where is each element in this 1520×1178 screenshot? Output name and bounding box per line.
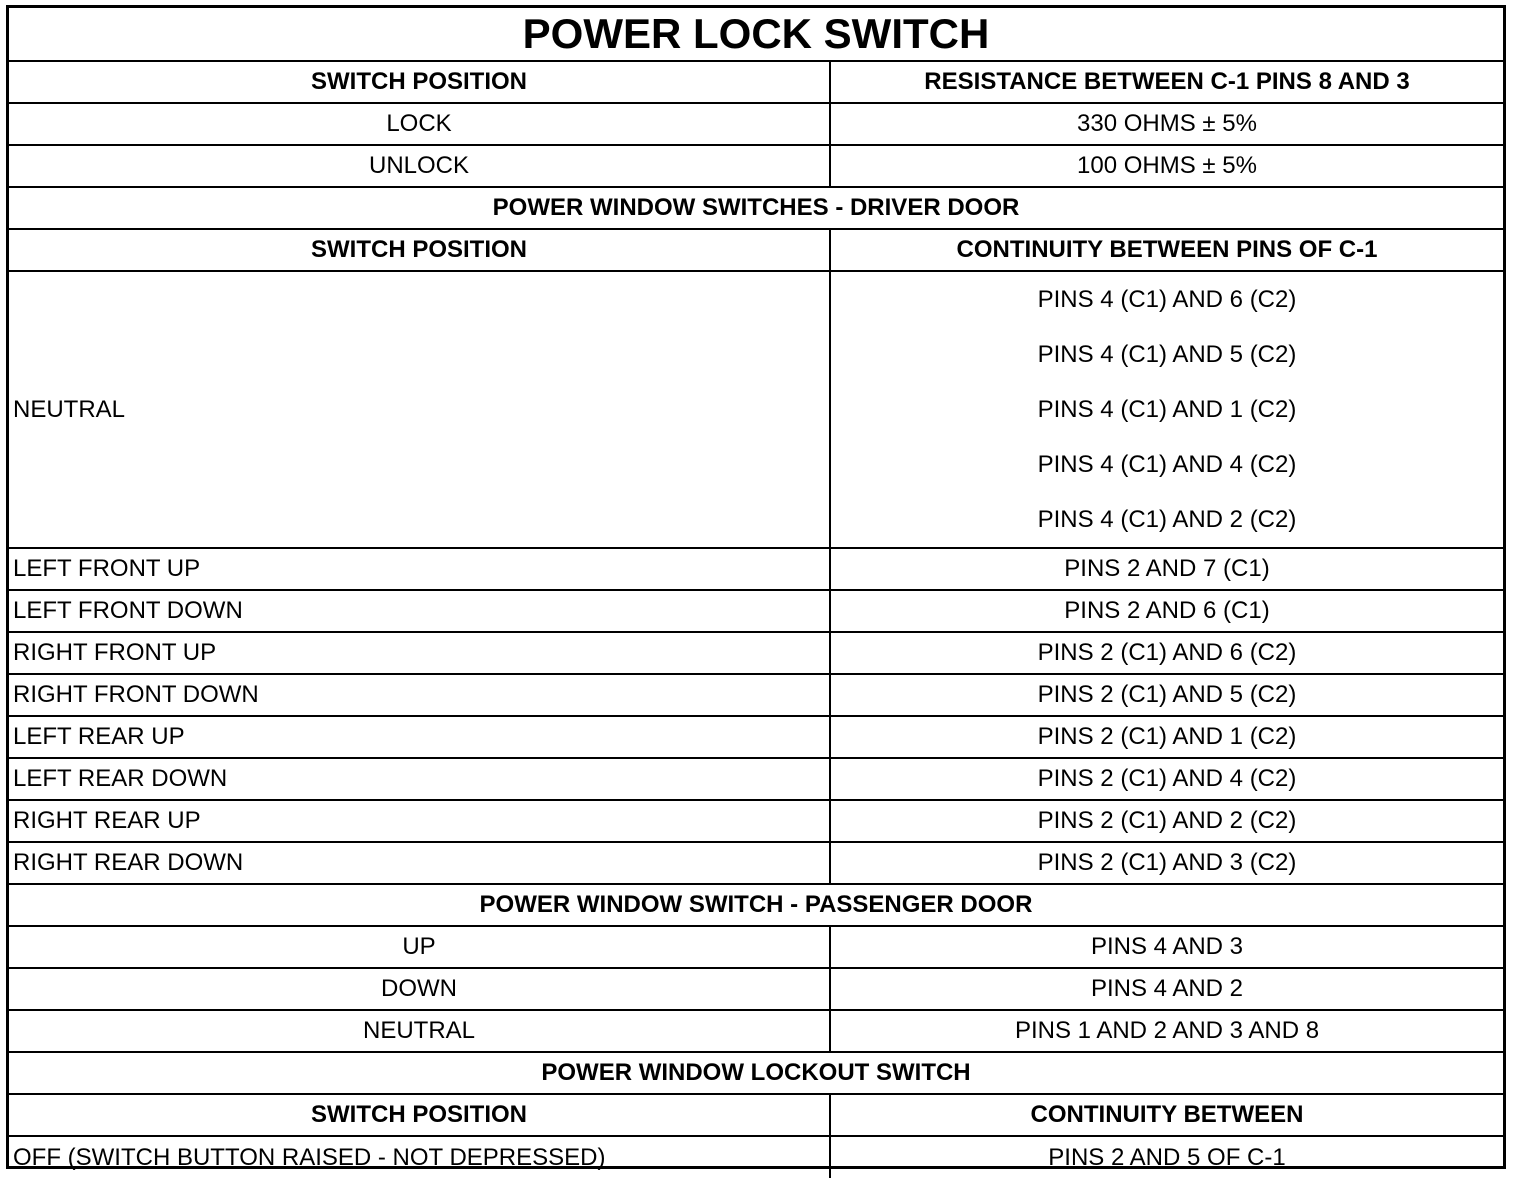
table-row xyxy=(9,1136,1503,1178)
lockout-header-row xyxy=(9,1094,1503,1136)
driver-continuity: PINS 2 (C1) AND 1 (C2) xyxy=(830,716,1503,758)
lockout-continuity: PINS 2 AND 5 OF C-1 xyxy=(830,1136,1503,1178)
table-row xyxy=(9,800,1503,842)
neutral-value: PINS 4 (C1) AND 6 (C2) xyxy=(1037,286,1297,313)
table-row xyxy=(9,548,1503,590)
table-row xyxy=(9,103,1503,145)
neutral-value: PINS 4 (C1) AND 1 (C2) xyxy=(1037,396,1297,423)
table-row xyxy=(9,926,1503,968)
driver-position: RIGHT FRONT UP xyxy=(9,632,830,674)
driver-position: RIGHT FRONT DOWN xyxy=(9,674,830,716)
driver-position: LEFT FRONT UP xyxy=(9,548,830,590)
neutral-value: PINS 4 (C1) AND 5 (C2) xyxy=(1037,341,1297,368)
driver-continuity: PINS 2 (C1) AND 2 (C2) xyxy=(830,800,1503,842)
passenger-position: UP xyxy=(9,926,830,968)
table-row xyxy=(9,674,1503,716)
table-row xyxy=(9,842,1503,884)
passenger-continuity: PINS 4 AND 2 xyxy=(830,968,1503,1010)
driver-neutral-values xyxy=(830,271,1503,548)
passenger-position: DOWN xyxy=(9,968,830,1010)
driver-section-title-row xyxy=(9,187,1503,229)
driver-header-row xyxy=(9,229,1503,271)
passenger-continuity: PINS 4 AND 3 xyxy=(830,926,1503,968)
unlock-position: UNLOCK xyxy=(9,145,830,187)
table-row xyxy=(9,716,1503,758)
passenger-position: NEUTRAL xyxy=(9,1010,830,1052)
driver-continuity: PINS 2 AND 7 (C1) xyxy=(830,548,1503,590)
lock-position: LOCK xyxy=(9,103,830,145)
driver-continuity: PINS 2 AND 6 (C1) xyxy=(830,590,1503,632)
lockout-section-title: POWER WINDOW LOCKOUT SWITCH xyxy=(9,1052,1503,1094)
lockout-header-continuity: CONTINUITY BETWEEN xyxy=(830,1094,1503,1136)
driver-neutral-position: NEUTRAL xyxy=(9,271,830,548)
passenger-section-title: POWER WINDOW SWITCH - PASSENGER DOOR xyxy=(9,884,1503,926)
table-row xyxy=(9,758,1503,800)
lock-header-position: SWITCH POSITION xyxy=(9,61,830,103)
driver-position: RIGHT REAR DOWN xyxy=(9,842,830,884)
passenger-section-title-row xyxy=(9,884,1503,926)
lockout-section-title-row xyxy=(9,1052,1503,1094)
neutral-value: PINS 4 (C1) AND 2 (C2) xyxy=(1037,506,1297,533)
driver-position: LEFT REAR DOWN xyxy=(9,758,830,800)
driver-continuity: PINS 2 (C1) AND 4 (C2) xyxy=(830,758,1503,800)
driver-continuity: PINS 2 (C1) AND 3 (C2) xyxy=(830,842,1503,884)
table-row xyxy=(9,1010,1503,1052)
table-row xyxy=(9,968,1503,1010)
table-title-row xyxy=(9,8,1503,61)
driver-continuity: PINS 2 (C1) AND 5 (C2) xyxy=(830,674,1503,716)
driver-position: LEFT REAR UP xyxy=(9,716,830,758)
driver-header-position: SWITCH POSITION xyxy=(9,229,830,271)
neutral-value: PINS 4 (C1) AND 4 (C2) xyxy=(1037,451,1297,478)
lock-header-row xyxy=(9,61,1503,103)
table-row xyxy=(9,145,1503,187)
driver-header-continuity: CONTINUITY BETWEEN PINS OF C-1 xyxy=(830,229,1503,271)
passenger-continuity: PINS 1 AND 2 AND 3 AND 8 xyxy=(830,1010,1503,1052)
spec-table xyxy=(9,8,1503,1178)
driver-section-title: POWER WINDOW SWITCHES - DRIVER DOOR xyxy=(9,187,1503,229)
power-lock-switch-table xyxy=(6,5,1506,1169)
lockout-header-position: SWITCH POSITION xyxy=(9,1094,830,1136)
driver-neutral-row xyxy=(9,271,1503,548)
table-title: POWER LOCK SWITCH xyxy=(9,8,1503,61)
table-row xyxy=(9,590,1503,632)
lockout-position: OFF (SWITCH BUTTON RAISED - NOT DEPRESSED) xyxy=(9,1136,830,1178)
table-row xyxy=(9,632,1503,674)
unlock-resistance: 100 OHMS ± 5% xyxy=(830,145,1503,187)
driver-continuity: PINS 2 (C1) AND 6 (C2) xyxy=(830,632,1503,674)
lock-resistance: 330 OHMS ± 5% xyxy=(830,103,1503,145)
driver-position: LEFT FRONT DOWN xyxy=(9,590,830,632)
lock-header-resistance: RESISTANCE BETWEEN C-1 PINS 8 AND 3 xyxy=(830,61,1503,103)
driver-position: RIGHT REAR UP xyxy=(9,800,830,842)
